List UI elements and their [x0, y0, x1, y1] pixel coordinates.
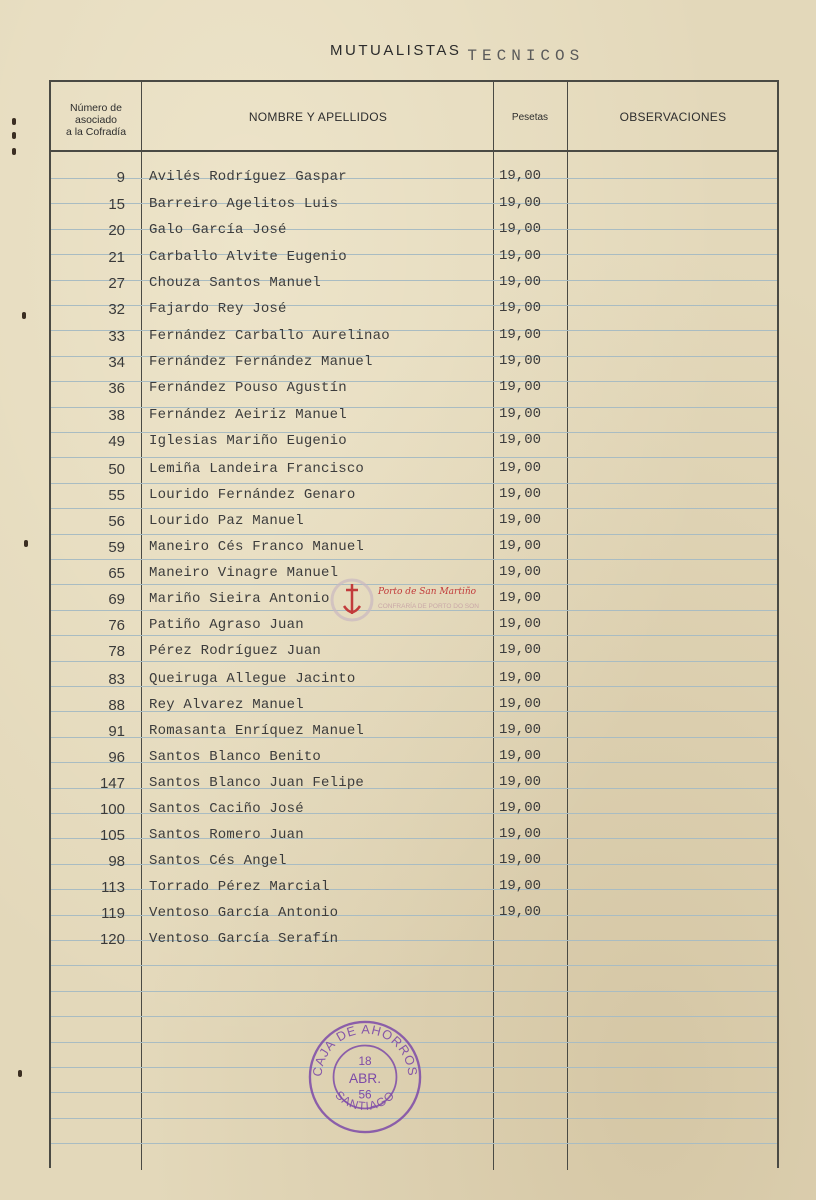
- table-row: [51, 215, 777, 241]
- margin-mark: [12, 148, 16, 155]
- member-name: Lourido Fernández Genaro: [149, 487, 356, 503]
- page-title: [330, 42, 585, 65]
- pesetas-amount: 19,00: [499, 353, 542, 369]
- header-num-line: Número de: [70, 102, 122, 114]
- member-number: 27: [108, 275, 125, 292]
- title-typed: TECNICOS: [467, 47, 585, 65]
- member-name: Santos Blanco Juan Felipe: [149, 775, 365, 791]
- pesetas-amount: 19,00: [499, 195, 542, 211]
- member-number: 83: [108, 671, 125, 688]
- member-name: Ventoso García Serafín: [149, 931, 339, 947]
- member-name: Queiruga Allegue Jacinto: [149, 671, 356, 687]
- pesetas-amount: 19,00: [499, 564, 542, 580]
- header-num-line: asociado: [74, 114, 118, 126]
- member-number: 50: [108, 461, 125, 478]
- member-name: Santos Cés Angel: [149, 853, 287, 869]
- cofradia-logo: [330, 560, 510, 640]
- member-name: Chouza Santos Manuel: [149, 275, 322, 291]
- member-name: Rey Alvarez Manuel: [149, 697, 304, 713]
- pesetas-amount: 19,00: [499, 406, 542, 422]
- member-name: Avilés Rodríguez Gaspar: [149, 169, 347, 185]
- pesetas-amount: 19,00: [499, 800, 542, 816]
- ruled-line: [51, 965, 777, 966]
- header-observations: OBSERVACIONES: [619, 110, 727, 124]
- member-number: 76: [108, 617, 125, 634]
- table-row: [51, 898, 777, 924]
- member-name: Fernández Fernández Manuel: [149, 354, 373, 370]
- member-name: Patiño Agraso Juan: [149, 617, 304, 633]
- pesetas-amount: 19,00: [499, 460, 542, 476]
- member-name: Pérez Rodríguez Juan: [149, 643, 322, 659]
- pesetas-amount: 19,00: [499, 642, 542, 658]
- pesetas-amount: 19,00: [499, 538, 542, 554]
- table-row: [51, 820, 777, 846]
- pesetas-amount: 19,00: [499, 300, 542, 316]
- member-number: 59: [108, 539, 125, 556]
- member-number: 55: [108, 487, 125, 504]
- pesetas-amount: 19,00: [499, 168, 542, 184]
- member-number: 34: [108, 354, 125, 371]
- table-row: [51, 794, 777, 820]
- member-name: Santos Caciño José: [149, 801, 304, 817]
- table-row: [51, 321, 777, 347]
- member-number: 98: [108, 853, 125, 870]
- pesetas-amount: 19,00: [499, 616, 542, 632]
- table-row: [51, 506, 777, 532]
- header-num-line: a la Cofradía: [65, 126, 127, 138]
- logo-line2: CONFRARÍA DE PORTO DO SON: [378, 603, 479, 610]
- stamp-city: SANTIAGO: [332, 1087, 398, 1114]
- pesetas-amount: 19,00: [499, 670, 542, 686]
- member-name: Santos Romero Juan: [149, 827, 304, 843]
- pesetas-amount: 19,00: [499, 590, 542, 606]
- table-row: [51, 268, 777, 294]
- member-number: 69: [108, 591, 125, 608]
- stamp-day: 18: [358, 1054, 372, 1069]
- margin-mark: [22, 312, 26, 319]
- member-name: Fajardo Rey José: [149, 301, 287, 317]
- member-number: 36: [108, 380, 125, 397]
- member-name: Fernández Pouso Agustín: [149, 380, 347, 396]
- member-number: 147: [99, 775, 125, 792]
- table-row: [51, 189, 777, 215]
- table-row: [51, 924, 777, 950]
- member-name: Santos Blanco Benito: [149, 749, 322, 765]
- pesetas-amount: 19,00: [499, 774, 542, 790]
- ruled-line: [51, 991, 777, 992]
- table-row: [51, 532, 777, 558]
- margin-mark: [12, 118, 16, 125]
- pesetas-amount: 19,00: [499, 878, 542, 894]
- ruled-line: [51, 1143, 777, 1144]
- member-name: Maneiro Vinagre Manuel: [149, 565, 339, 581]
- header-member-number: [55, 102, 137, 138]
- member-number: 15: [108, 196, 125, 213]
- member-number: 9: [116, 169, 125, 186]
- member-number: 38: [108, 407, 125, 424]
- member-name: Lemiña Landeira Francisco: [149, 461, 365, 477]
- pesetas-amount: 19,00: [499, 748, 542, 764]
- member-number: 56: [108, 513, 125, 530]
- table-row: [51, 690, 777, 716]
- table-row: [51, 846, 777, 872]
- logo-line1: Porto de San Martiño: [378, 587, 477, 597]
- bank-date-stamp: [306, 1018, 424, 1136]
- member-number: 49: [108, 433, 125, 450]
- member-number: 91: [108, 723, 125, 740]
- member-name: Romasanta Enríquez Manuel: [149, 723, 365, 739]
- pesetas-amount: 19,00: [499, 274, 542, 290]
- margin-mark: [18, 1070, 22, 1077]
- margin-mark: [12, 132, 16, 139]
- pesetas-amount: 19,00: [499, 248, 542, 264]
- header-pesetas: Pesetas: [511, 112, 549, 123]
- pesetas-amount: 19,00: [499, 221, 542, 237]
- table-header: [51, 82, 777, 152]
- table-row: [51, 242, 777, 268]
- table-row: [51, 294, 777, 320]
- member-number: 21: [108, 249, 125, 266]
- member-number: 78: [108, 643, 125, 660]
- member-number: 33: [108, 328, 125, 345]
- title-printed: MUTUALISTAS: [330, 42, 462, 59]
- table-row: [51, 400, 777, 426]
- pesetas-amount: 19,00: [499, 826, 542, 842]
- svg-text:CAJA DE AHORROS: [310, 1022, 421, 1078]
- table-row: [51, 373, 777, 399]
- table-row: [51, 480, 777, 506]
- pesetas-amount: 19,00: [499, 432, 542, 448]
- member-name: Fernández Carballo Aurelinao: [149, 328, 390, 344]
- table-row: [51, 664, 777, 690]
- member-name: Torrado Pérez Marcial: [149, 879, 330, 895]
- table-row: [51, 768, 777, 794]
- stamp-ring-text: CAJA DE AHORROS: [309, 1021, 421, 1078]
- table-row: [51, 347, 777, 373]
- pesetas-amount: 19,00: [499, 327, 542, 343]
- pesetas-amount: 19,00: [499, 512, 542, 528]
- member-name: Lourido Paz Manuel: [149, 513, 304, 529]
- pesetas-amount: 19,00: [499, 486, 542, 502]
- stamp-month: ABR.: [348, 1070, 382, 1086]
- member-name: Galo García José: [149, 222, 287, 238]
- member-number: 119: [101, 905, 125, 922]
- member-name: Iglesias Mariño Eugenio: [149, 433, 347, 449]
- member-number: 105: [99, 827, 125, 844]
- member-name: Fernández Aeiriz Manuel: [149, 407, 347, 423]
- stamp-year: 56: [358, 1087, 372, 1102]
- pesetas-amount: 19,00: [499, 904, 542, 920]
- table-row: [51, 426, 777, 452]
- pesetas-amount: 19,00: [499, 852, 542, 868]
- member-number: 88: [108, 697, 125, 714]
- member-name: Ventoso García Antonio: [149, 905, 339, 921]
- table-row: [51, 162, 777, 188]
- member-name: Maneiro Cés Franco Manuel: [149, 539, 365, 555]
- member-number: 96: [108, 749, 125, 766]
- member-name: Carballo Alvite Eugenio: [149, 249, 347, 265]
- pesetas-amount: 19,00: [499, 722, 542, 738]
- member-number: 32: [108, 301, 125, 318]
- member-number: 120: [99, 931, 125, 948]
- table-row: [51, 454, 777, 480]
- member-number: 100: [99, 801, 125, 818]
- member-name: Barreiro Agelitos Luis: [149, 196, 339, 212]
- table-row: [51, 716, 777, 742]
- header-name: NOMBRE Y APELLIDOS: [248, 110, 388, 124]
- table-row: [51, 742, 777, 768]
- pesetas-amount: 19,00: [499, 379, 542, 395]
- member-number: 113: [101, 879, 125, 896]
- margin-mark: [24, 540, 28, 547]
- member-number: 20: [108, 222, 125, 239]
- anchor-icon: [344, 584, 360, 614]
- pesetas-amount: 19,00: [499, 696, 542, 712]
- table-row: [51, 872, 777, 898]
- member-name: Mariño Sieira Antonio: [149, 591, 330, 607]
- member-number: 65: [108, 565, 125, 582]
